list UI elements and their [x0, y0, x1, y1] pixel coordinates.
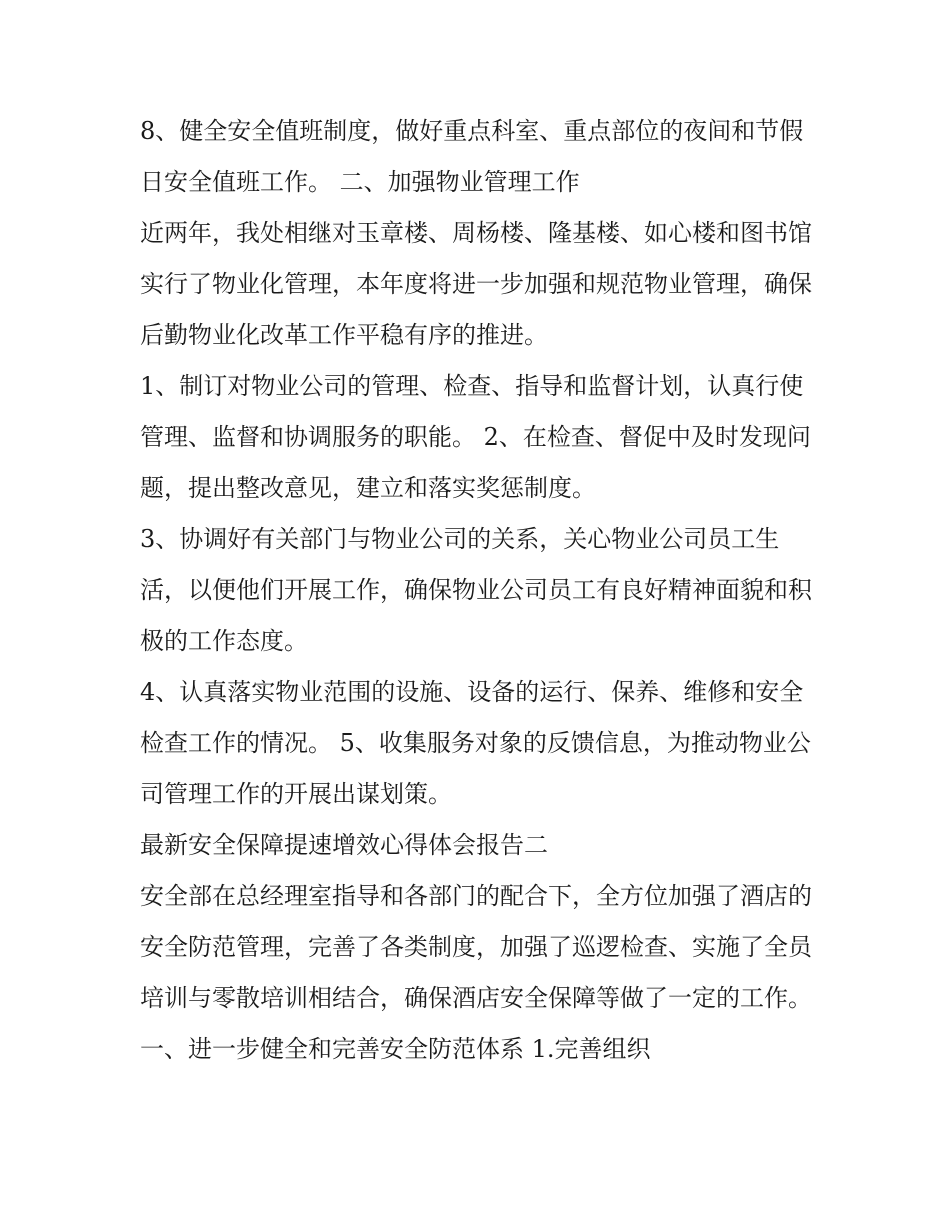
paragraph-facility-maintenance: 4、认真落实物业范围的设施、设备的运行、保养、维修和安全检查工作的情况。 5、收集服务对象的反馈信息，为推动物业公司管理工作的开展出谋划策。 [140, 678, 811, 808]
section-heading-report-two: 最新安全保障提速增效心得体会报告二 [140, 831, 548, 859]
document-body [140, 106, 820, 1075]
paragraph-supervision-plan: 1、制订对物业公司的管理、检查、指导和监督计划，认真行使管理、监督和协调服务的职能。 2、在检查、督促中及时发现问题，提出整改意见，建立和落实奖惩制度。 [140, 372, 811, 502]
paragraph-property-management-intro: 近两年，我处相继对玉章楼、周杨楼、隆基楼、如心楼和图书馆实行了物业化管理，本年度将进一步加强和规范物业管理，确保后勤物业化改革工作平稳有序的推进。 [140, 219, 812, 349]
paragraph-security-system: 一、进一步健全和完善安全防范体系 1.完善组织 [140, 1035, 651, 1063]
paragraph-security-department: 安全部在总经理室指导和各部门的配合下，全方位加强了酒店的安全防范管理，完善了各类制度，加强了巡逻检查、实施了全员培训与零散培训相结合，确保酒店安全保障等做了一定的工作。 [140, 882, 812, 1012]
paragraph-coordination: 3、协调好有关部门与物业公司的关系，关心物业公司员工生活，以便他们开展工作，确保物业公司员工有良好精神面貌和积极的工作态度。 [140, 525, 812, 655]
paragraph-duty-system: 8、健全安全值班制度，做好重点科室、重点部位的夜间和节假日安全值班工作。 二、加强物业管理工作 [140, 117, 804, 196]
